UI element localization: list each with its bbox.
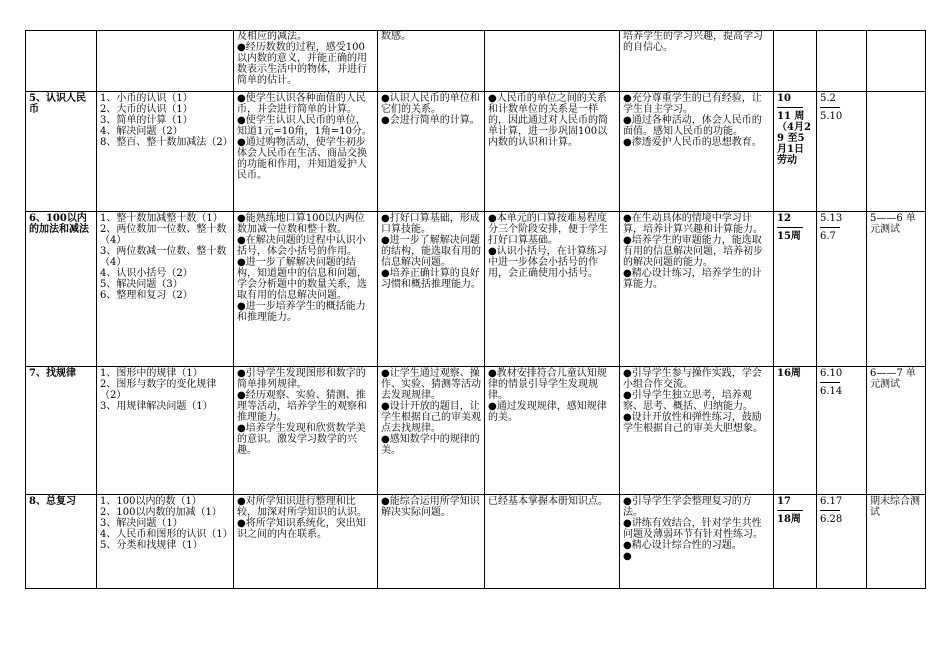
date-start: 5.13 <box>820 213 843 224</box>
note-cell: 5——6 单元测试 <box>867 212 926 367</box>
content-item: 6、整理和复习（2） <box>100 290 193 301</box>
goal-item: ●使学生认识各种面值的人民币，并会进行简单的计算。 <box>237 93 366 115</box>
range-dash <box>820 510 840 511</box>
date-start: 5.2 <box>820 93 836 104</box>
content-item: 5、解决问题（3） <box>100 279 183 290</box>
measure-item: ● <box>623 551 632 562</box>
measures-cell <box>620 495 774 589</box>
unit-cell: 8、总复习 <box>26 495 97 589</box>
content-item: 3、两位数减一位数、整十数（4） <box>100 246 227 268</box>
content-item: 2、100以内数的加减（1） <box>100 507 222 518</box>
date-cell <box>817 92 867 212</box>
content-item: 1、100以内的数（1） <box>100 496 202 507</box>
content-item: 4、解决问题（2） <box>100 126 183 137</box>
date-start: 6.10 <box>820 368 843 379</box>
week-start: 10 <box>777 93 791 104</box>
week-cell <box>774 31 817 92</box>
difficulty-item: ●教材安排符合儿童认知规律的情景引导学生发现规律。 <box>488 368 607 401</box>
goal-item: ●通过购物活动，使学生初步体会人民币在生活、商品交换的功能和作用，并知道爱护人民币。 <box>237 137 367 181</box>
key-cell <box>378 31 485 92</box>
goal-item: 及相应的减法。 <box>237 31 307 42</box>
date-end: 6.7 <box>820 231 836 242</box>
key-item: ●感知数学中的规律的美。 <box>381 434 480 456</box>
range-dash <box>820 382 840 383</box>
week-start: 17 <box>777 496 791 507</box>
teaching-plan-table <box>25 30 926 589</box>
goals-cell <box>234 212 378 367</box>
difficulty-item: 已经基本掌握本册知识点。 <box>488 496 608 507</box>
content-cell <box>97 367 234 495</box>
goals-cell <box>234 367 378 495</box>
key-cell <box>378 495 485 589</box>
week-end: 18周 <box>777 514 801 525</box>
note-cell <box>867 31 926 92</box>
measure-item: ●充分尊重学生的已有经验，让学生自主学习。 <box>623 93 762 115</box>
goal-item: ●进一步培养学生的概括能力和推理能力。 <box>237 301 366 323</box>
goal-item: ●经历数数的过程，感受100以内数的意义，并能正确的用数表示生活中的物体，并进行简单的估计。 <box>237 42 367 86</box>
week-start: 12 <box>777 213 791 224</box>
measure-item: ●设计开放性和弹性练习，鼓励学生根据自己的审美大胆想象。 <box>623 412 763 434</box>
key-item: ●能综合运用所学知识解决实际问题。 <box>381 496 480 518</box>
measures-cell <box>620 367 774 495</box>
note-cell <box>867 92 926 212</box>
date-end: 5.10 <box>820 111 843 122</box>
content-item: 5、分类和找规律（1） <box>100 540 203 551</box>
week-end: 15周 <box>777 231 801 242</box>
content-cell <box>97 92 234 212</box>
content-item: 1、小币的认识（1） <box>100 93 193 104</box>
difficulty-item: ●本单元的口算按难易程度分三个阶段安排，便于学生打好口算基础。 <box>488 213 608 246</box>
goals-cell <box>234 495 378 589</box>
week-cell <box>774 212 817 367</box>
difficulty-cell <box>485 367 620 495</box>
range-dash <box>820 107 840 108</box>
week-cell <box>774 92 817 212</box>
content-cell <box>97 495 234 589</box>
table-row <box>26 367 926 495</box>
key-cell <box>378 92 485 212</box>
difficulty-item: ●认识小括号，在计算练习中进一步体会小括号的作用，会正确使用小括号。 <box>488 246 607 279</box>
range-dash <box>777 227 803 228</box>
content-item: 1、整十数加减整十数（1） <box>100 213 223 224</box>
week-cell <box>774 495 817 589</box>
content-cell <box>97 212 234 367</box>
difficulty-cell <box>485 495 620 589</box>
goal-item: ●经历观察、实验、猜测、推理等活动，培养学生的观察和推理能力。 <box>237 390 367 423</box>
measure-item: ●讲练有效结合，针对学生共性问题及薄弱环节有针对性练习。 <box>623 518 763 540</box>
range-dash <box>777 107 803 108</box>
measure-item: ●通过各种活动，体会人民币的面值。感知人民币的功能。 <box>623 115 762 137</box>
unit-cell: 7、找规律 <box>26 367 97 495</box>
table-row <box>26 495 926 589</box>
key-item: ●进一步了解解决问题的结构，能选取有用的信息解决问题。 <box>381 235 481 268</box>
content-item: 4、人民币和图形的认识（1） <box>100 529 233 540</box>
key-cell <box>378 367 485 495</box>
measure-item: ●精心设计综合性的习题。 <box>623 540 742 551</box>
content-item: 2、大币的认识（1） <box>100 104 193 115</box>
date-end: 6.28 <box>820 514 843 525</box>
content-cell <box>97 31 234 92</box>
difficulty-cell <box>485 212 620 367</box>
measures-cell <box>620 31 774 92</box>
content-item: 2、两位数加一位数、整十数（4） <box>100 224 227 246</box>
difficulty-cell <box>485 92 620 212</box>
goal-item: ●能熟练地口算100以内两位数加减一位数和整十数。 <box>237 213 365 235</box>
measure-item: ●引导学生独立思考，培养观察、思考、概括、归纳能力。 <box>623 390 753 412</box>
content-item: 1、图形中的规律（1） <box>100 368 203 379</box>
date-cell <box>817 212 867 367</box>
key-item: ●打好口算基础，形成口算技能。 <box>381 213 480 235</box>
content-item: 2、图形与数字的变化规律（2） <box>100 379 217 401</box>
key-item: ●让学生通过观察、操作、实验、猜测等活动去发现规律。 <box>381 368 481 401</box>
goal-item: ●引导学生发现图形和数字的简单排列规律。 <box>237 368 366 390</box>
goal-item: ●进一步了解解决问题的结构，知道题中的信息和问题，学会分析题中的数量关系，选取有用的信息解决问题。 <box>237 257 367 301</box>
measures-cell <box>620 212 774 367</box>
goal-item: ●在解决问题的过程中认识小括号，体会小括号的作用。 <box>237 235 366 257</box>
measure-item: 培养学生的学习兴趣，提高学习的自信心。 <box>623 31 763 53</box>
content-item: 3、简单的计算（1） <box>100 115 193 126</box>
key-item: ●认识人民币的单位和它们的关系。 <box>381 93 480 115</box>
key-item: ●培养正确计算的良好习惯和概括推理能力。 <box>381 268 481 290</box>
week-cell <box>774 367 817 495</box>
range-dash <box>777 510 803 511</box>
content-item: 3、用规律解决问题（1） <box>100 401 213 412</box>
measure-item: ●培养学生的审题能力，能选取有用的信息解决问题，培养初步的解决问题的能力。 <box>623 235 763 268</box>
measure-item: ●精心设计练习，培养学生的计算能力。 <box>623 268 762 290</box>
week-label: 16周 <box>777 368 801 379</box>
date-end: 6.14 <box>820 386 843 397</box>
difficulty-item: ●人民币的单位之间的关系和计数单位的关系是一样的，因此通过对人民币的简单计算，进一步巩固100以内数的认识和计算。 <box>488 93 608 148</box>
unit-cell: 6、100以内的加法和减法 <box>26 212 97 367</box>
content-item: 3、解决问题（1） <box>100 518 183 529</box>
measures-cell <box>620 92 774 212</box>
difficulty-cell <box>485 31 620 92</box>
unit-cell <box>26 31 97 92</box>
date-cell <box>817 31 867 92</box>
difficulty-item: ●通过发现规律，感知规律的美。 <box>488 401 607 423</box>
range-dash <box>820 227 840 228</box>
week-end: 11 周（4月29 至5月1日 劳动 <box>777 111 811 166</box>
date-cell <box>817 367 867 495</box>
note-cell: 期末综合测试 <box>867 495 926 589</box>
key-item: ●会进行简单的计算。 <box>381 115 480 126</box>
note-cell: 6——7 单元测试 <box>867 367 926 495</box>
goals-cell <box>234 92 378 212</box>
key-item: 数感。 <box>381 31 411 42</box>
unit-cell: 5、认识人民币 <box>26 92 97 212</box>
table-row <box>26 31 926 92</box>
key-cell <box>378 212 485 367</box>
content-item: 4、认识小括号（2） <box>100 268 193 279</box>
content-item: 8、整百、整十数加减法（2） <box>100 137 233 148</box>
goal-item: ●对所学知识进行整理和比较，加深对所学知识的认识。 <box>237 496 367 518</box>
measure-item: ●引导学生参与操作实践，学会小组合作交流。 <box>623 368 762 390</box>
goal-item: ●将所学知识系统化，突出知识之间的内在联系。 <box>237 518 366 540</box>
table-row <box>26 212 926 367</box>
date-start: 6.17 <box>820 496 843 507</box>
goals-cell <box>234 31 378 92</box>
goal-item: ●培养学生发现和欣赏数学美的意识。激发学习数学的兴趣。 <box>237 423 366 456</box>
goal-item: ●使学生认识人民币的单位，知道1元=10角，1角=10分。 <box>237 115 372 137</box>
measure-item: ●引导学生学会整理复习的方法。 <box>623 496 752 518</box>
key-item: ●设计开放的题目，让学生根据自己的审美观点去找规律。 <box>381 401 481 434</box>
table-row <box>26 92 926 212</box>
date-cell <box>817 495 867 589</box>
measure-item: ●渗透爱护人民币的思想教育。 <box>623 137 762 148</box>
measure-item: ●在生动具体的情境中学习计算，培养计算兴趣和计算能力。 <box>623 213 763 235</box>
